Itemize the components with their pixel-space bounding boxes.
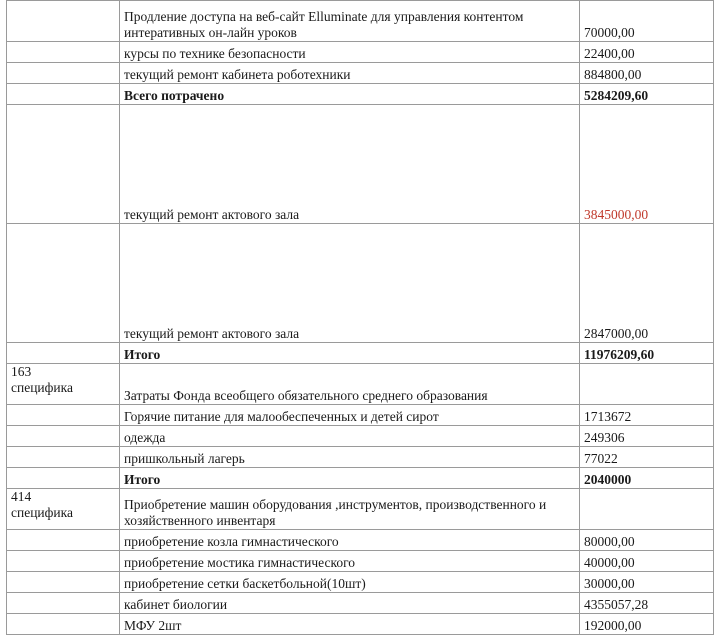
table-row: [7, 614, 714, 635]
amount-cell: 30000,00: [580, 572, 714, 593]
code-cell: [7, 105, 120, 224]
code-cell: [7, 405, 120, 426]
total-label: Всего потрачено: [120, 84, 580, 105]
budget-table: [6, 0, 714, 635]
amount-cell: 2847000,00: [580, 224, 714, 343]
code-cell: [7, 593, 120, 614]
amount-cell: 1713672: [580, 405, 714, 426]
table-row: [7, 426, 714, 447]
code-cell: [7, 530, 120, 551]
code-cell: [7, 42, 120, 63]
amount-cell: [580, 364, 714, 405]
table-row: [7, 42, 714, 63]
table-row: [7, 530, 714, 551]
item-cell: текущий ремонт актового зала: [120, 105, 580, 224]
item-cell: кабинет биологии: [120, 593, 580, 614]
amount-cell: 70000,00: [580, 1, 714, 42]
item-cell: МФУ 2шт: [120, 614, 580, 635]
table-row: [7, 405, 714, 426]
amount-cell: [580, 489, 714, 530]
table-row: [7, 1, 714, 42]
section-code-label: специфика: [11, 380, 73, 395]
code-cell: [7, 364, 120, 405]
code-cell: [7, 468, 120, 489]
section-code-label: специфика: [11, 505, 73, 520]
total-amount: 2040000: [580, 468, 714, 489]
code-cell: [7, 614, 120, 635]
code-cell: [7, 1, 120, 42]
table-row-total: [7, 84, 714, 105]
section-code: 163: [11, 364, 32, 379]
code-cell: [7, 84, 120, 105]
item-cell: текущий ремонт кабинета роботехники: [120, 63, 580, 84]
amount-cell: 80000,00: [580, 530, 714, 551]
item-cell: приобретение мостика гимнастического: [120, 551, 580, 572]
table-row-section: [7, 364, 714, 405]
amount-cell: 4355057,28: [580, 593, 714, 614]
table-row: [7, 593, 714, 614]
amount-cell: 249306: [580, 426, 714, 447]
code-cell: [7, 63, 120, 84]
amount-cell: 40000,00: [580, 551, 714, 572]
amount-cell: 77022: [580, 447, 714, 468]
amount-cell-highlight: 3845000,00: [580, 105, 714, 224]
table-row-total: [7, 343, 714, 364]
item-cell: пришкольный лагерь: [120, 447, 580, 468]
item-cell: курсы по технике безопасности: [120, 42, 580, 63]
section-title: Затраты Фонда всеобщего обязательного среднего образования: [120, 364, 580, 405]
code-cell: [7, 447, 120, 468]
total-amount: 11976209,60: [580, 343, 714, 364]
amount-cell: 22400,00: [580, 42, 714, 63]
table-row: [7, 572, 714, 593]
code-cell: [7, 224, 120, 343]
table-row: [7, 105, 714, 224]
table-row: [7, 63, 714, 84]
code-cell: [7, 572, 120, 593]
table-row-section: [7, 489, 714, 530]
item-cell: текущий ремонт актового зала: [120, 224, 580, 343]
item-cell: Горячие питание для малообеспеченных и детей сирот: [120, 405, 580, 426]
table-row: [7, 447, 714, 468]
table-row: [7, 551, 714, 572]
code-cell: [7, 551, 120, 572]
amount-cell: 192000,00: [580, 614, 714, 635]
table-row: [7, 224, 714, 343]
item-cell: Продление доступа на веб-сайт Elluminate для управления контентом интеративных он-лайн уроков: [120, 1, 580, 42]
total-label: Итого: [120, 468, 580, 489]
item-cell: приобретение сетки баскетбольной(10шт): [120, 572, 580, 593]
code-cell: [7, 426, 120, 447]
total-amount: 5284209,60: [580, 84, 714, 105]
amount-cell: 884800,00: [580, 63, 714, 84]
code-cell: [7, 489, 120, 530]
total-label: Итого: [120, 343, 580, 364]
section-title: Приобретение машин оборудования ,инструментов, производственного и хозяйственного инвентаря: [120, 489, 580, 530]
code-cell: [7, 343, 120, 364]
item-cell: одежда: [120, 426, 580, 447]
table-row-total: [7, 468, 714, 489]
item-cell: приобретение козла гимнастического: [120, 530, 580, 551]
section-code: 414: [11, 489, 32, 504]
